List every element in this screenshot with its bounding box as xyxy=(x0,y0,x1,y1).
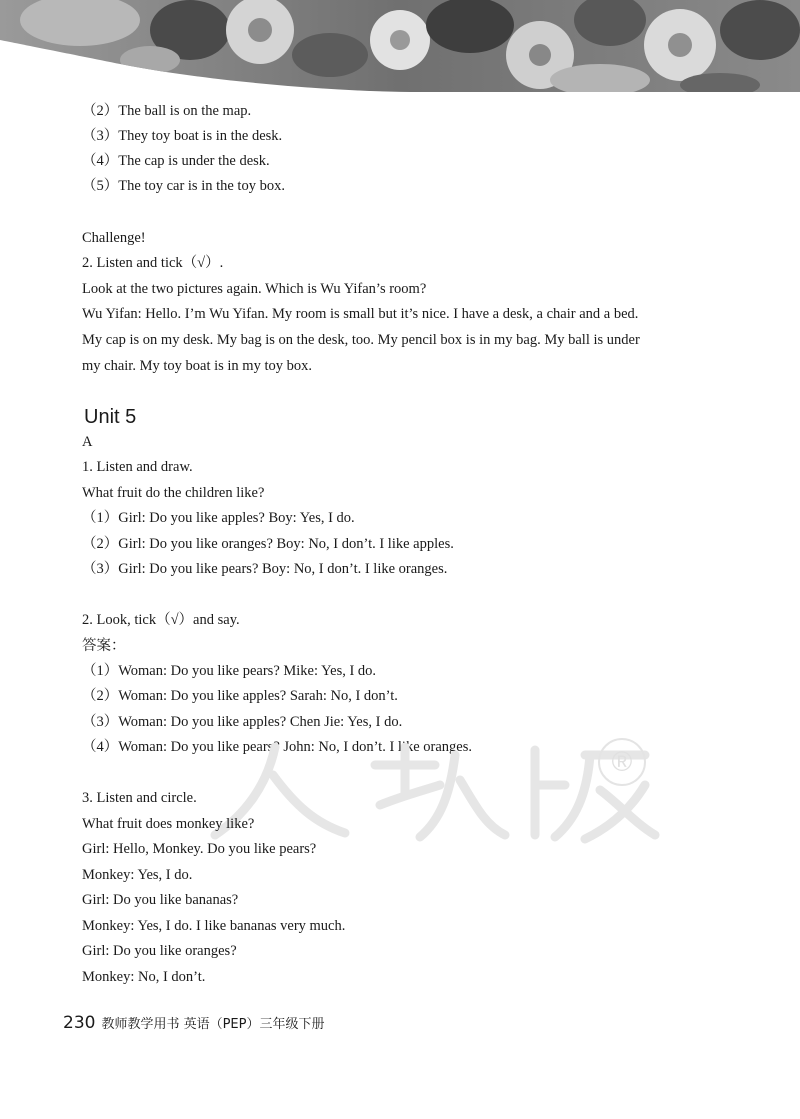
task-question: What fruit does monkey like? xyxy=(82,816,255,832)
task-title: 2. Look, tick（√）and say. xyxy=(82,612,240,628)
challenge-question: Look at the two pictures again. Which is Wu Yifan’s room? xyxy=(82,281,427,297)
dialogue-line: Girl: Do you like bananas? xyxy=(82,892,239,908)
list-item: （2）Woman: Do you like apples? Sarah: No, I don’t. xyxy=(82,688,398,704)
list-item: （4）Woman: Do you like pears? John: No, I don’t. I like oranges. xyxy=(82,739,472,755)
page-footer xyxy=(63,1013,324,1035)
list-item: （2）The ball is on the map. xyxy=(82,103,252,119)
challenge-task: 2. Listen and tick（√）. xyxy=(82,255,224,271)
dialogue-line: Monkey: Yes, I do. I like bananas very much. xyxy=(82,918,346,934)
registered-mark: ® xyxy=(598,738,646,786)
dialogue-line: Monkey: Yes, I do. xyxy=(82,867,193,883)
floral-header-banner xyxy=(0,0,800,92)
dialogue-line: Girl: Do you like oranges? xyxy=(82,943,237,959)
list-item: （1）Girl: Do you like apples? Boy: Yes, I do. xyxy=(82,510,355,526)
list-item: （3）Woman: Do you like apples? Chen Jie: Yes, I do. xyxy=(82,714,403,730)
list-item: （3）Girl: Do you like pears? Boy: No, I don’t. I like oranges. xyxy=(82,561,448,577)
answer-label: 答案： xyxy=(82,638,126,654)
challenge-label: Challenge! xyxy=(82,230,146,246)
publisher-watermark xyxy=(205,735,665,845)
task-title: 1. Listen and draw. xyxy=(82,459,193,475)
unit-title: Unit 5 xyxy=(84,406,137,428)
challenge-text-line: my chair. My toy boat is in my toy box. xyxy=(82,358,312,374)
list-item: （5）The toy car is in the toy box. xyxy=(82,178,285,194)
dialogue-line: Girl: Hello, Monkey. Do you like pears? xyxy=(82,841,317,857)
list-item: （2）Girl: Do you like oranges? Boy: No, I don’t. I like apples. xyxy=(82,536,454,552)
task-question: What fruit do the children like? xyxy=(82,485,265,501)
challenge-text-line: My cap is on my desk. My bag is on the desk, too. My pencil box is in my bag. My ball is under xyxy=(82,332,640,348)
section-label: A xyxy=(82,434,93,450)
list-item: （3）They toy boat is in the desk. xyxy=(82,128,283,144)
list-item: （4）The cap is under the desk. xyxy=(82,153,270,169)
dialogue-line: Monkey: No, I don’t. xyxy=(82,969,206,985)
challenge-text-line: Wu Yifan: Hello. I’m Wu Yifan. My room is small but it’s nice. I have a desk, a chair and a bed. xyxy=(82,306,639,322)
task-title: 3. Listen and circle. xyxy=(82,790,197,806)
list-item: （1）Woman: Do you like pears? Mike: Yes, I do. xyxy=(82,663,377,679)
page-number: 230 xyxy=(63,1013,96,1033)
book-title: 教师教学用书 英语（PEP）三年级下册 xyxy=(101,1017,325,1032)
